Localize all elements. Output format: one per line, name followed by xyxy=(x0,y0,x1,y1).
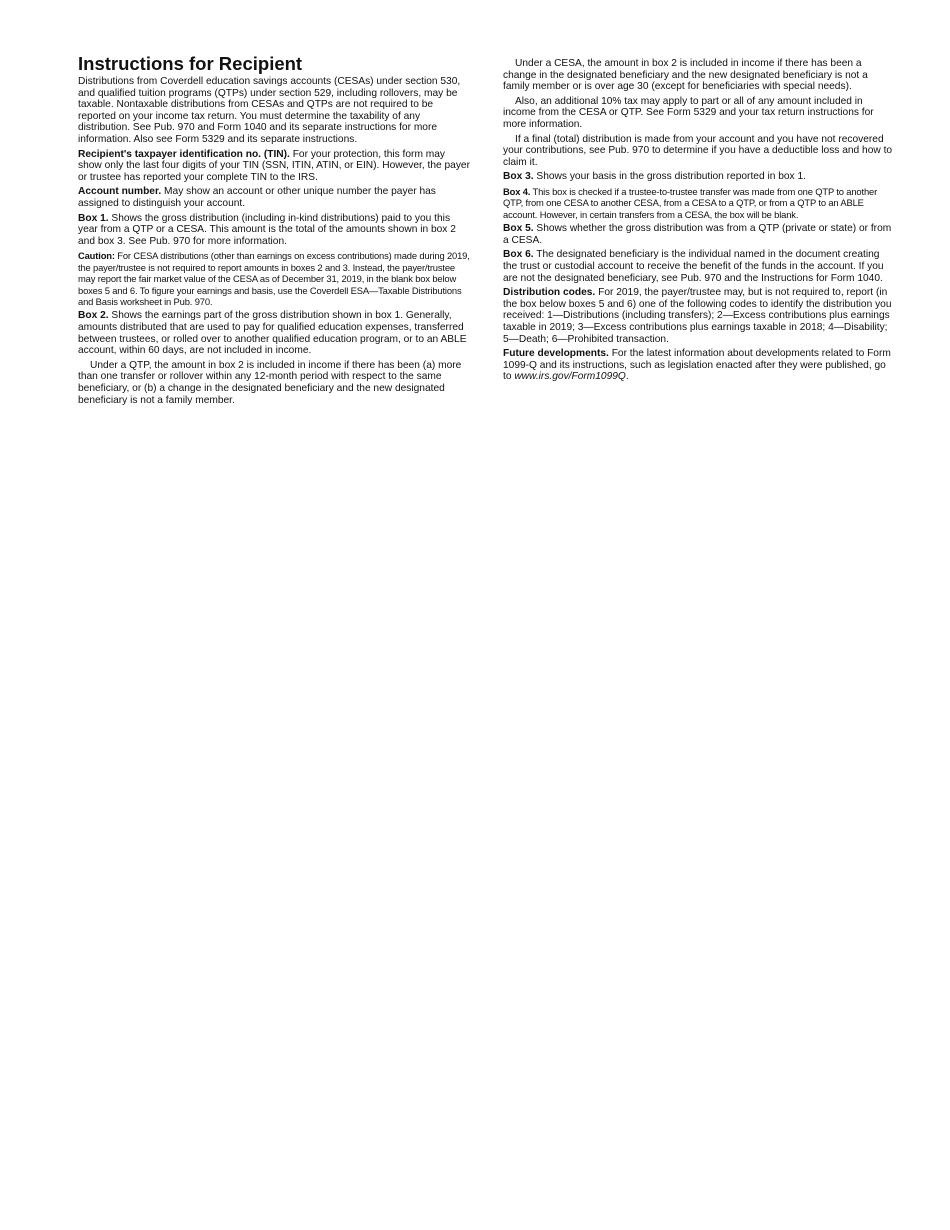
page-title: Instructions for Recipient xyxy=(78,53,303,74)
box2-heading: Box 2. xyxy=(78,310,109,322)
intro-paragraph xyxy=(78,76,470,146)
intro-text: Distributions from Coverdell education savings accounts (CESAs) under section 530, and qualified tuition programs (QTPs) under section 529, including rollovers, may be taxable. Nontaxable distributions from CESAs and QTPs are not required to be reported on your income tax return. You must determine the taxability of any distribution. See Pub. 970 and Form 1040 and its separate instructions for more information. Also see Form 5329 and its separate instructions. xyxy=(78,76,461,145)
box5-heading: Box 5. xyxy=(503,223,534,235)
right-column xyxy=(503,58,895,386)
cesa-text: Under a CESA, the amount in box 2 is included in income if there has been a change in the designated beneficiary and the new designated beneficiary is not a family member or is over age 30 (except for beneficiaries with special needs). xyxy=(503,58,868,93)
caution-text: For CESA distributions (other than earnings on excess contributions) made during 2019, the payer/trustee is not required to report amounts in boxes 2 and 3. Instead, the payer/trustee may report the fair market value of the CESA as of December 31, 2019, in the blank box below boxes 5 and 6. To figure your earnings and basis, use the Coverdell ESA—Taxable Distributions and Basis worksheet in Pub. 970. xyxy=(78,250,470,307)
box3-heading: Box 3. xyxy=(503,171,534,183)
account-number-heading: Account number. xyxy=(78,186,162,198)
left-column xyxy=(78,54,470,409)
tin-text: For your protection, this form may show only the last four digits of your TIN (SSN, ITIN, ATIN, or EIN). However, the payer or trustee has reported your complete TIN to the IRS. xyxy=(78,148,470,183)
box1-paragraph xyxy=(78,213,470,248)
box6-paragraph xyxy=(503,249,895,284)
caution-paragraph xyxy=(78,250,470,307)
box1-heading: Box 1. xyxy=(78,212,109,224)
box6-heading: Box 6. xyxy=(503,249,534,261)
caution-heading: Caution: xyxy=(78,250,115,262)
box3-text: Shows your basis in the gross distribution reported in box 1. xyxy=(533,171,806,183)
distribution-codes-text: For 2019, the payer/trustee may, but is not required to, report (in the box below boxes 5 and 6) one of the following codes to identify the distribution you received: 1—Distributions (including transfers); 2—Excess contributions plus earnings taxable in 2019; 3—Excess contributions plus earnings taxable in 2018; 4—Disability; 5—Death; 6—Prohibited transaction. xyxy=(503,287,892,345)
distribution-codes-heading: Distribution codes. xyxy=(503,287,596,299)
box1-text: Shows the gross distribution (including in-kind distributions) paid to you this year from a QTP or a CESA. This amount is the total of the amounts shown in box 2 and box 3. See Pub. 970 for more information. xyxy=(78,212,456,247)
future-developments-heading: Future developments. xyxy=(503,348,609,360)
box5-text: Shows whether the gross distribution was from a QTP (private or state) or from a CESA. xyxy=(503,223,892,246)
box2-text: Shows the earnings part of the gross distribution shown in box 1. Generally, amounts distributed that are used to pay for qualified education expenses, transferred between trustees, or rolled over to another qualified education program, or to an ABLE account, within 60 days, are not included in income. xyxy=(78,310,467,357)
box5-paragraph xyxy=(503,223,895,246)
qtp-text: Under a QTP, the amount in box 2 is included in income if there has been (a) more than one transfer or rollover within any 12-month period with respect to the same beneficiary, or (b) a change in the designated beneficiary and the new designated beneficiary is not a family member. xyxy=(78,359,462,406)
future-developments-paragraph xyxy=(503,348,895,383)
box4-text: This box is checked if a trustee-to-trustee transfer was made from one QTP to another QTP, from one CESA to another CESA, from a CESA to a QTP, or from a QTP to an ABLE account. However, in certain transfers from a CESA, the box will be blank. xyxy=(503,185,878,220)
final-distribution-paragraph xyxy=(503,134,895,169)
irs-form-link[interactable]: www.irs.gov/Form1099Q xyxy=(514,371,626,383)
future-developments-text: For the latest information about developments related to Form 1099-Q and its instructions, such as legislation enacted after they were published, go to xyxy=(503,348,891,383)
account-number-text: May show an account or other unique number the payer has assigned to distinguish your account. xyxy=(78,186,436,209)
box2-paragraph xyxy=(78,310,470,356)
qtp-paragraph xyxy=(78,360,470,406)
tin-heading: Recipient's taxpayer identification no. (TIN). xyxy=(78,148,290,160)
tin-paragraph xyxy=(78,149,470,184)
box4-paragraph xyxy=(503,186,895,220)
additional-tax-text: Also, an additional 10% tax may apply to part or all of any amount included in income from the CESA or QTP. See Form 5329 and your tax return instructions for more information. xyxy=(503,95,874,130)
final-distribution-text: If a final (total) distribution is made from your account and you have not recovered your contributions, see Pub. 970 to determine if you have a deductible loss and how to claim it. xyxy=(503,133,893,168)
box6-text: The designated beneficiary is the individual named in the document creating the trust or custodial account to receive the benefit of the funds in the account. If you are not the designated beneficiary, see Pub. 970 and the Instructions for Form 1040. xyxy=(503,249,884,284)
box4-heading: Box 4. xyxy=(503,185,531,197)
account-number-paragraph xyxy=(78,186,470,209)
distribution-codes-paragraph xyxy=(503,287,895,345)
cesa-paragraph xyxy=(503,58,895,93)
box3-paragraph xyxy=(503,171,895,183)
future-developments-end: . xyxy=(625,371,629,383)
additional-tax-paragraph xyxy=(503,96,895,131)
